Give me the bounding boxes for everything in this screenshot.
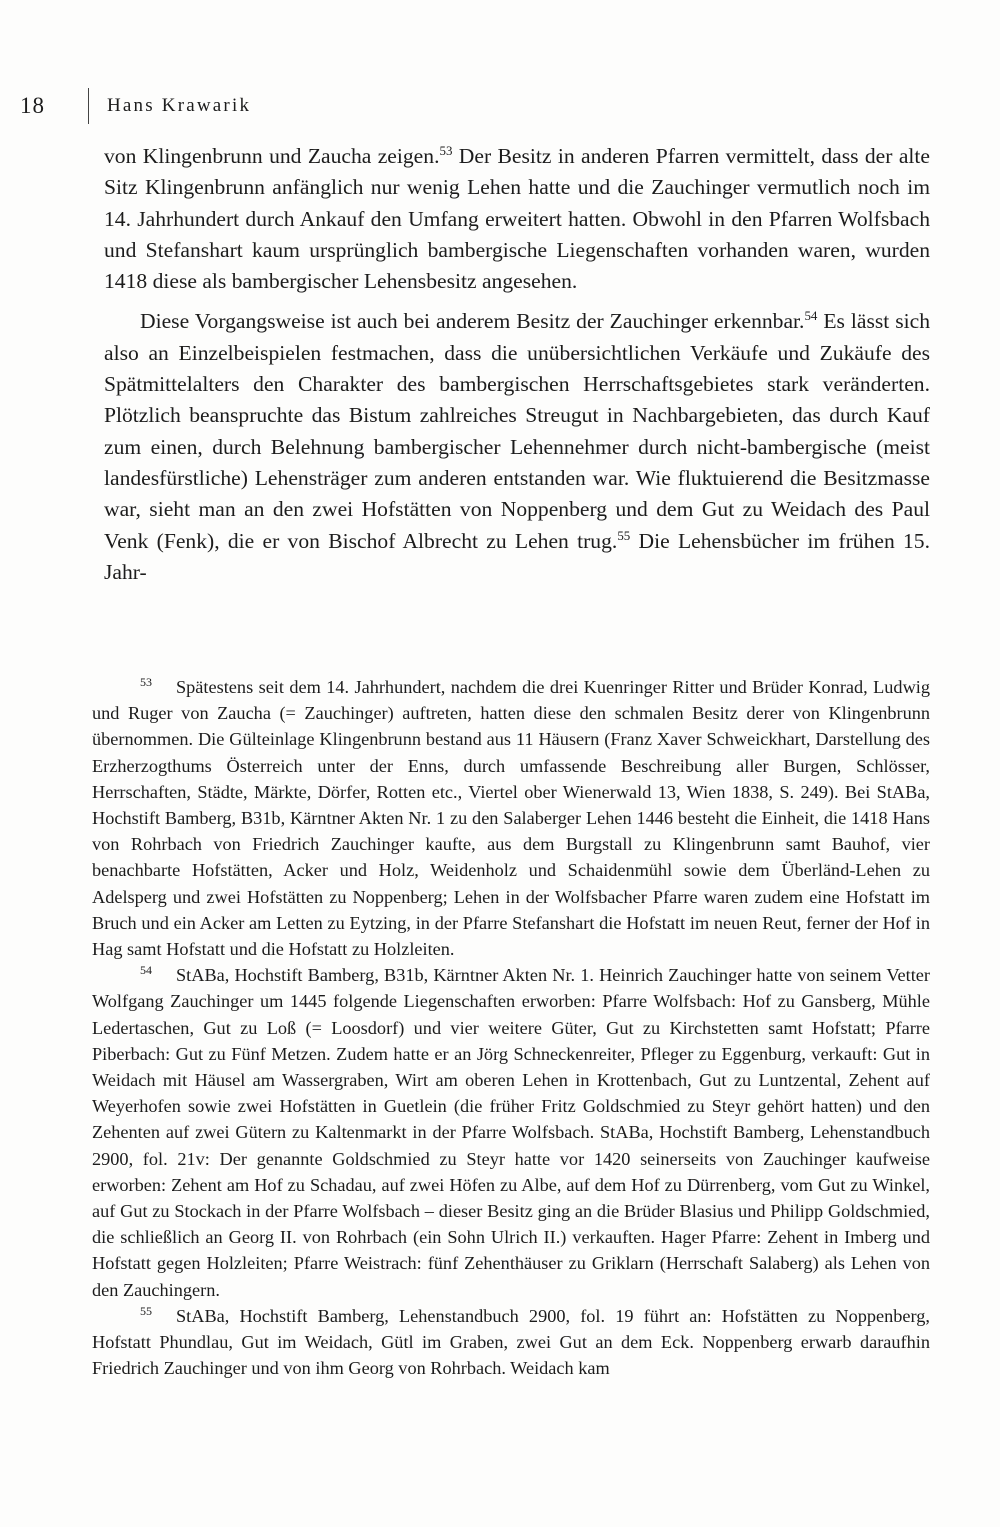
footnote: [92, 962, 930, 1303]
paragraph-text: Es lässt sich also an Einzelbeispielen festmachen, dass die unübersichtlichen Verkäufe und Zukäufe des Spätmittelalters den Charakter des bambergischen Herrschaftsgebietes stark veränderten. Plötzlich beanspruchte das Bistum zahlreiches Streugut in Nachbargebieten, das durch Kauf zum einen, durch Belehnung bambergischer Lehennehmer durch nicht-bambergische (meist landesfürstliche) Lehensträger zum anderen entstanden war. Wie fluktuierend die Besitzmasse war, sieht man an den zwei Hofstätten von Noppenberg und dem Gut zu Weidach des Paul Venk (Fenk), die er von Bischof Albrecht zu Lehen trug.: [104, 309, 930, 553]
running-head-author: Hans Krawarik: [107, 95, 252, 116]
page-number: 18: [20, 93, 45, 118]
main-text: [104, 141, 930, 588]
footnote-number: 53: [140, 674, 152, 689]
paragraph-1: [104, 141, 930, 297]
paragraph-text: Der Besitz in anderen Pfarren vermittelt, dass der alte Sitz Klingenbrunn anfänglich nur wenig Lehen hatte und die Zauchinger vermutlich noch im 14. Jahrhundert durch Ankauf den Umfang erweitert hatten. Obwohl in den Pfarren Wolfsbach und Stefanshart kaum ursprünglich bambergische Liegenschaften vorhanden waren, wurden 1418 diese als bambergischer Lehensbesitz angesehen.: [104, 144, 930, 294]
footnote-reference[interactable]: 55: [617, 527, 631, 543]
paragraph-text: Die Lehensbücher im frühen 15. Jahr-: [104, 528, 931, 584]
footnote-text: StABa, Hochstift Bamberg, B31b, Kärntner Akten Nr. 1. Heinrich Zauchinger hatte von seinem Vetter Wolfgang Zauchinger um 1445 folgende Liegenschaften erworben: Pfarre Wolfsbach: Hof zu Gansberg, Mühle Ledertaschen, Gut zu Loß (= Loosdorf) und vier weitere Güter, Gut zu Kirchstetten samt Hofstatt; Pfarre Piberbach: Gut zu Fünf Metzen. Zudem hatte er an Jörg Schneckenreiter, Pfleger zu Eggenburg, verkauft: Gut in Weidach mit Häusel am Wassergraben, Wirt am oberen Lehen in Krottenbach, Gut zu Luntzental, Zehent auf Weyerhofen sowie zwei Hofstätten in Guetlein (die früher Fritz Goldschmied zu Steyr gehört hatten) und den Zehenten auf zwei Gütern zu Kaltenmarkt in der Pfarre Wolfsbach. StABa, Hochstift Bamberg, Lehenstandbuch 2900, fol. 21v: Der genannte Goldschmied zu Steyr hatte vor 1420 seinerseits von Zauchinger kaufweise erworben: Zehent am Hof zu Schadau, auf zwei Höfen zu Albe, auf dem Hof zu Dürrenberg, vom Gut zu Winkel, auf Gut zu Stockach in der Pfarre Wolfsbach – dieser Besitz ging an die Brüder Blasius und Philipp Goldschmied, die schließlich an Georg II. von Rohrbach (ein Sohn Ulrich II.) verkauften. Hager Pfarre: Zehent in Imberg und Hofstatt gegen Holzleiten; Pfarre Weistrach: fünf Zehenthäuser zu Griklarn (Herrschaft Salaberg) als Lehen von den Zauchingern.: [92, 965, 930, 1300]
footnote-text: Spätestens seit dem 14. Jahrhundert, nachdem die drei Kuenringer Ritter und Brüder Konrad, Ludwig und Ruger von Zaucha (= Zauchinger) auftreten, hatten diese den schmalen Besitz derer von Klingenbrunn übernommen. Die Gülteinlage Klingenbrunn bestand aus 11 Häusern (Franz Xaver Schweickhart, Darstellung des Erzherzogthums Österreich unter der Enns, durch umfassende Beschreibung aller Burgen, Schlösser, Herrschaften, Städte, Märkte, Dörfer, Rotten etc., Viertel ober Wienerwald 13, Wien 1838, S. 249). Bei StABa, Hochstift Bamberg, B31b, Kärntner Akten Nr. 1 zu den Salaberger Lehen 1446 besteht die Einheit, die 1418 Hans von Rohrbach von Friedrich Zauchinger kaufte, aus dem Burgstall zu Klingenbrunn samt Bauhof, vier benachbarte Hofstätten, Acker und Holz, Weidenholz und Schaidenmühl sowie dem Überländ-Lehen zu Adelsperg und zwei Hofstätten zu Noppenberg; Lehen in der Wolfsbacher Pfarre waren zudem eine Hofstatt im Bruch und ein Acker am Letten zu Eytzing, in der Pfarre Stefanshart die Hofstatt im neuen Reut, ferner der Hof in Hag samt Hofstatt und die Hofstatt zu Holzleiten.: [92, 677, 930, 960]
footnote-number: 55: [140, 1303, 152, 1318]
footnote: [92, 674, 930, 962]
paragraph-2: [104, 306, 930, 588]
footnote-reference[interactable]: 53: [439, 142, 453, 158]
paragraph-text: Diese Vorgangsweise ist auch bei anderem Besitz der Zauchinger erkennbar.: [140, 309, 805, 334]
header-divider: [88, 88, 89, 124]
paragraph-text: von Klingenbrunn und Zaucha zeigen.: [104, 144, 440, 168]
footnote-reference[interactable]: 54: [804, 308, 818, 324]
footnotes: [92, 674, 930, 1381]
running-head: [20, 86, 251, 126]
footnote: [92, 1303, 930, 1382]
footnote-number: 54: [140, 963, 152, 978]
footnote-text: StABa, Hochstift Bamberg, Lehenstandbuch 2900, fol. 19 führt an: Hofstätten zu Noppenberg, Hofstatt Phundlau, Gut im Weidach, Gütl im Graben, zwei Gut an dem Eck. Noppenberg erwarb daraufhin Friedrich Zauchinger und von ihm Georg von Rohrbach. Weidach kam: [92, 1305, 930, 1379]
